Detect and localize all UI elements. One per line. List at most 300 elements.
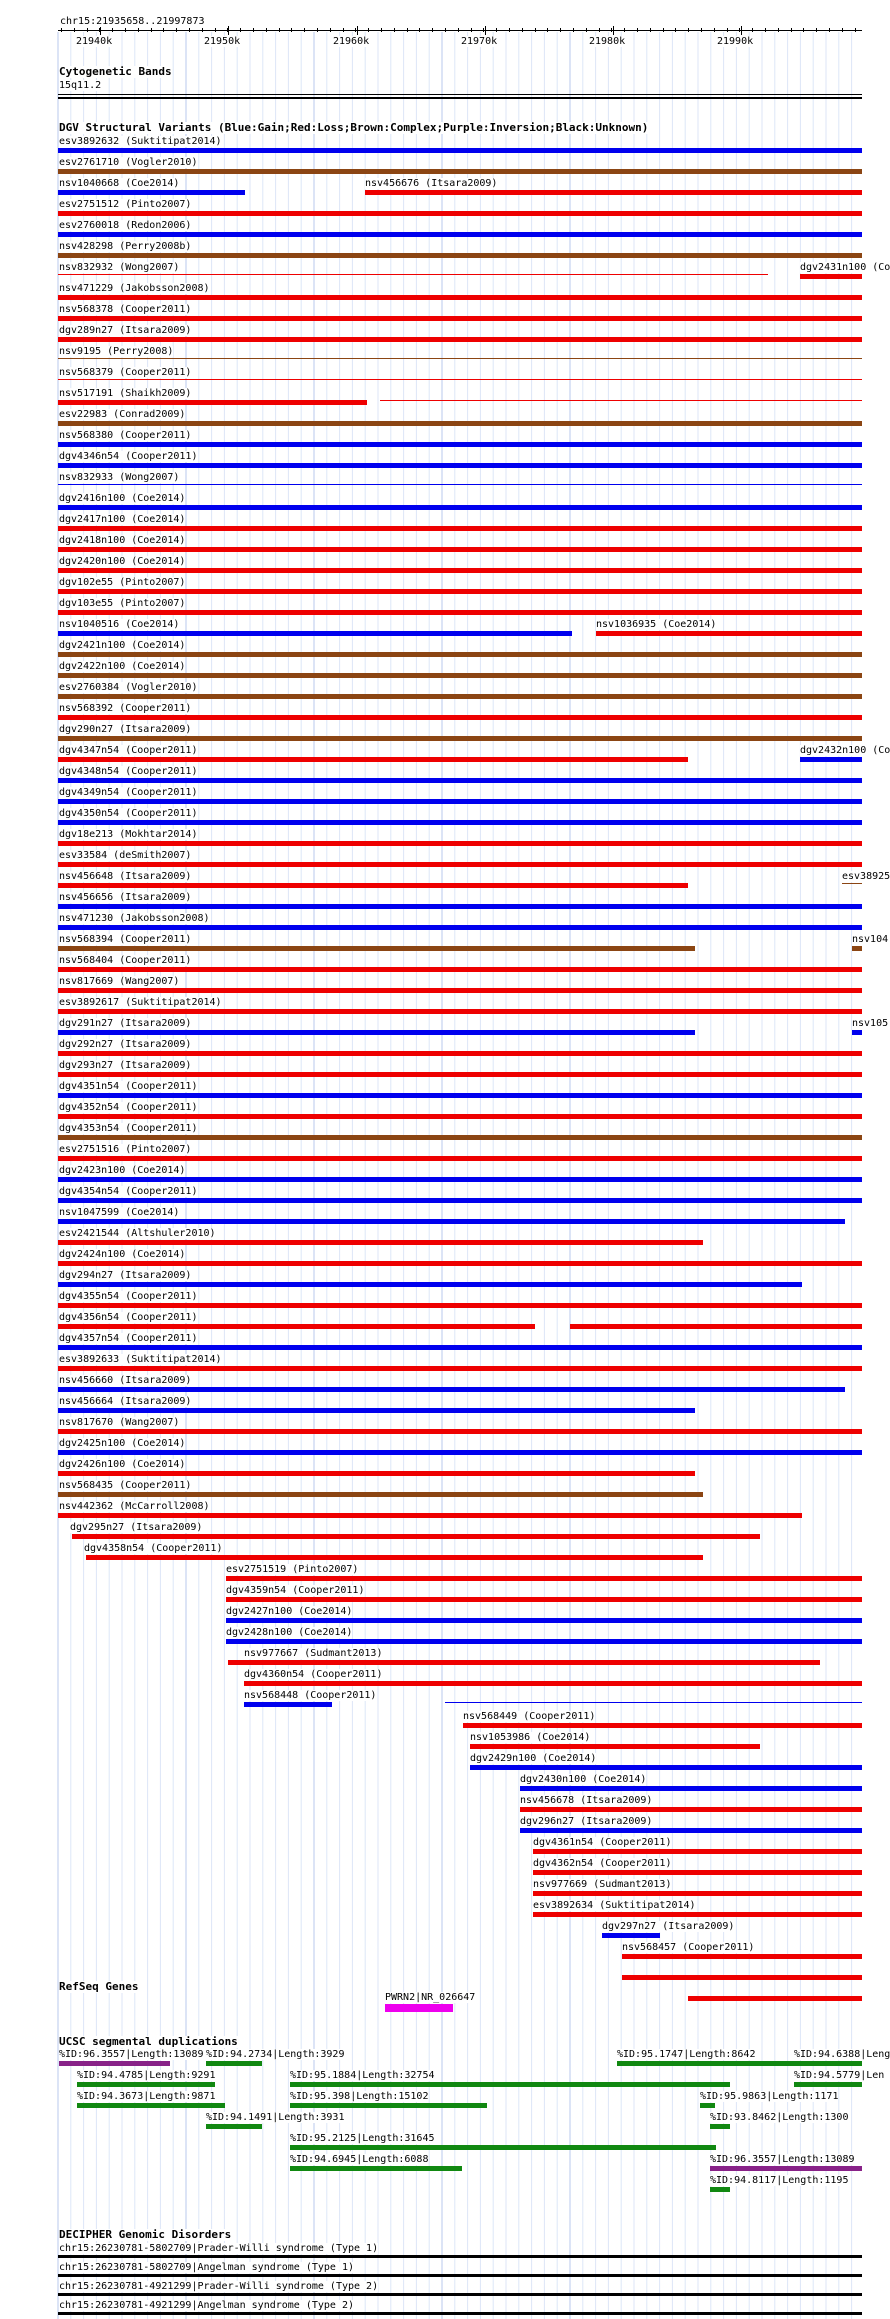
segdup-bar[interactable]: [290, 2082, 730, 2087]
ruler-minor-tick: [739, 28, 740, 32]
dgv-variant-bar[interactable]: [58, 274, 768, 275]
dgv-variant-label[interactable]: dgv4346n54 (Cooper2011): [59, 451, 198, 462]
segdup-bar[interactable]: [59, 2061, 170, 2066]
dgv-variant-bar[interactable]: [58, 904, 862, 909]
segdup-label[interactable]: %ID:94.3673|Length:9871: [77, 2091, 216, 2102]
segdup-bar[interactable]: [700, 2103, 715, 2108]
dgv-variant-label[interactable]: dgv297n27 (Itsara2009): [602, 1921, 735, 1932]
refseq-genes-title: RefSeq Genes: [59, 1980, 139, 1993]
dgv-variant-bar[interactable]: [533, 1849, 862, 1854]
dgv-variant-label[interactable]: esv22983 (Conrad2009): [59, 409, 186, 420]
dgv-variant-bar[interactable]: [58, 1240, 703, 1245]
dgv-variant-label[interactable]: dgv4361n54 (Cooper2011): [533, 1837, 672, 1848]
dgv-variant-bar[interactable]: [58, 421, 862, 426]
dgv-variant-bar[interactable]: [58, 526, 862, 531]
segdup-label[interactable]: %ID:94.6388|Leng: [794, 2049, 890, 2060]
dgv-variant-label[interactable]: nsv456648 (Itsara2009): [59, 871, 192, 882]
dgv-variant-bar[interactable]: [58, 400, 367, 405]
ruler-major-tick: [485, 26, 486, 35]
dgv-variant-label[interactable]: esv3892633 (Suktitipat2014): [59, 1354, 222, 1365]
dgv-variant-label[interactable]: dgv2422n100 (Coe2014): [59, 661, 186, 672]
segdup-label[interactable]: %ID:96.3557|Length:13089: [710, 2154, 855, 2165]
dgv-variant-bar[interactable]: [58, 694, 862, 699]
dgv-variant-bar[interactable]: [58, 1114, 862, 1119]
segdup-label[interactable]: %ID:94.5779|Len: [794, 2070, 885, 2081]
ruler-minor-tick: [496, 28, 497, 32]
dgv-variant-bar-secondary[interactable]: [852, 946, 862, 951]
ruler-minor-tick: [343, 28, 344, 32]
dgv-variant-bar-secondary[interactable]: [842, 883, 862, 884]
dgv-variant-label-secondary[interactable]: esv38925: [842, 871, 890, 882]
dgv-variant-label[interactable]: dgv4360n54 (Cooper2011): [244, 1669, 383, 1680]
segdup-label[interactable]: %ID:94.6945|Length:6088: [290, 2154, 429, 2165]
ruler-tick-label: 21950k: [204, 36, 241, 47]
dgv-variant-label[interactable]: dgv2429n100 (Coe2014): [470, 1753, 597, 1764]
dgv-variant-label[interactable]: dgv2421n100 (Coe2014): [59, 640, 186, 651]
dgv-variant-bar-secondary[interactable]: [445, 1702, 862, 1703]
dgv-variant-bar[interactable]: [58, 1429, 862, 1434]
dgv-variant-bar[interactable]: [226, 1639, 862, 1644]
dgv-variant-bar[interactable]: [470, 1744, 760, 1749]
dgv-variant-label[interactable]: dgv2416n100 (Coe2014): [59, 493, 186, 504]
dgv-variant-label-secondary[interactable]: dgv2431n100 (Co: [800, 262, 890, 273]
dgv-variant-label[interactable]: nsv568448 (Cooper2011): [244, 1690, 377, 1701]
dgv-variant-bar[interactable]: [58, 1408, 695, 1413]
dgv-variant-bar[interactable]: [244, 1681, 862, 1686]
ruler-minor-tick: [765, 28, 766, 32]
dgv-track-title: DGV Structural Variants (Blue:Gain;Red:Loss;Brown:Complex;Purple:Inversion;Black:Unknown): [59, 121, 649, 134]
ruler-minor-tick: [458, 28, 459, 32]
cytogenetic-bands-title: Cytogenetic Bands: [59, 65, 172, 78]
ruler-major-tick: [228, 26, 229, 35]
dgv-variant-label[interactable]: dgv294n27 (Itsara2009): [59, 1270, 192, 1281]
dgv-variant-bar[interactable]: [58, 505, 862, 510]
ruler-tick-label: 21940k: [76, 36, 113, 47]
ruler-minor-tick: [112, 28, 113, 32]
dgv-variant-label[interactable]: dgv18e213 (Mokhtar2014): [59, 829, 198, 840]
dgv-variant-label[interactable]: nsv1047599 (Coe2014): [59, 1207, 180, 1218]
dgv-variant-bar[interactable]: [226, 1618, 862, 1623]
cytoband-line-2: [58, 97, 862, 99]
ruler-tick-label: 21980k: [589, 36, 626, 47]
segdup-bar[interactable]: [290, 2166, 462, 2171]
decipher-disorder-label[interactable]: chr15:26230781-5802709|Angelman syndrome (Type 1): [59, 2262, 355, 2273]
segdup-bar[interactable]: [290, 2103, 487, 2108]
dgv-variant-bar-secondary[interactable]: [852, 1030, 862, 1035]
dgv-variant-label[interactable]: nsv471229 (Jakobsson2008): [59, 283, 210, 294]
ruler-minor-tick: [355, 28, 356, 32]
dgv-variant-label[interactable]: esv3892632 (Suktitipat2014): [59, 136, 222, 147]
ruler-tick-label: 21990k: [717, 36, 754, 47]
segdup-bar[interactable]: [710, 2166, 862, 2171]
dgv-variant-bar[interactable]: [520, 1807, 862, 1812]
dgv-variant-bar[interactable]: [58, 1366, 862, 1371]
ruler-major-tick: [741, 26, 742, 35]
dgv-variant-bar[interactable]: [58, 841, 862, 846]
dgv-variant-bar[interactable]: [58, 1282, 802, 1287]
dgv-variant-bar[interactable]: [58, 295, 862, 300]
decipher-disorder-label[interactable]: chr15:26230781-4921299|Angelman syndrome (Type 2): [59, 2300, 355, 2311]
dgv-variant-label[interactable]: nsv442362 (McCarroll2008): [59, 1501, 210, 1512]
segdup-label[interactable]: %ID:93.8462|Length:1300: [710, 2112, 849, 2123]
dgv-variant-bar[interactable]: [228, 1660, 820, 1665]
dgv-variant-label[interactable]: dgv4347n54 (Cooper2011): [59, 745, 198, 756]
dgv-variant-label[interactable]: nsv832932 (Wong2007): [59, 262, 180, 273]
dgv-variant-label[interactable]: nsv568392 (Cooper2011): [59, 703, 192, 714]
dgv-variant-label[interactable]: esv2421544 (Altshuler2010): [59, 1228, 216, 1239]
dgv-variant-bar[interactable]: [58, 988, 862, 993]
dgv-variant-label[interactable]: nsv977667 (Sudmant2013): [244, 1648, 383, 1659]
ruler-minor-tick: [816, 28, 817, 32]
dgv-variant-label[interactable]: esv2760018 (Redon2006): [59, 220, 192, 231]
decipher-disorder-bar[interactable]: [58, 2293, 862, 2296]
segdup-bar[interactable]: [710, 2124, 730, 2129]
dgv-variant-bar[interactable]: [58, 736, 862, 741]
refseq-gene-label[interactable]: PWRN2|NR_026647: [385, 1992, 476, 2003]
ruler-tick-label: 21960k: [333, 36, 370, 47]
dgv-variant-label[interactable]: dgv2423n100 (Coe2014): [59, 1165, 186, 1176]
ruler-minor-tick: [189, 28, 190, 32]
ruler-minor-tick: [599, 28, 600, 32]
ruler-minor-tick: [381, 28, 382, 32]
dgv-variant-bar[interactable]: [533, 1912, 862, 1917]
ruler-minor-tick: [266, 28, 267, 32]
dgv-variant-bar[interactable]: [58, 316, 862, 321]
dgv-variant-bar[interactable]: [602, 1933, 660, 1938]
segdup-bar[interactable]: [710, 2187, 730, 2192]
dgv-variant-bar-secondary[interactable]: [800, 274, 862, 279]
ruler-minor-tick: [855, 28, 856, 32]
dgv-variant-label[interactable]: dgv102e55 (Pinto2007): [59, 577, 186, 588]
dgv-variant-label[interactable]: nsv456678 (Itsara2009): [520, 1795, 653, 1806]
dgv-variant-bar[interactable]: [533, 1891, 862, 1896]
dgv-variant-bar[interactable]: [58, 484, 862, 485]
cytoband-label[interactable]: 15q11.2: [59, 80, 102, 91]
dgv-variant-label[interactable]: esv2751519 (Pinto2007): [226, 1564, 359, 1575]
dgv-variant-label[interactable]: nsv471230 (Jakobsson2008): [59, 913, 210, 924]
dgv-variant-label-secondary[interactable]: nsv105: [852, 1018, 889, 1029]
ruler-minor-tick: [688, 28, 689, 32]
dgv-variant-bar[interactable]: [58, 1513, 802, 1518]
ruler-major-tick: [357, 26, 358, 35]
dgv-variant-label[interactable]: dgv4354n54 (Cooper2011): [59, 1186, 198, 1197]
dgv-variant-bar[interactable]: [58, 1051, 862, 1056]
segdup-label[interactable]: %ID:94.1491|Length:3931: [206, 2112, 345, 2123]
refseq-gene-bar[interactable]: [385, 2004, 453, 2012]
dgv-variant-bar[interactable]: [58, 1072, 862, 1077]
dgv-variant-bar[interactable]: [58, 1219, 845, 1224]
ruler-minor-tick: [74, 28, 75, 32]
segdup-label[interactable]: %ID:94.2734|Length:3929: [206, 2049, 345, 2060]
dgv-variant-label[interactable]: dgv289n27 (Itsara2009): [59, 325, 192, 336]
dgv-variant-label[interactable]: dgv2428n100 (Coe2014): [226, 1627, 353, 1638]
dgv-variant-bar[interactable]: [58, 1261, 862, 1266]
dgv-variant-label[interactable]: esv2751512 (Pinto2007): [59, 199, 192, 210]
dgv-variant-label[interactable]: nsv1040668 (Coe2014): [59, 178, 180, 189]
dgv-variant-label[interactable]: nsv568380 (Cooper2011): [59, 430, 192, 441]
dgv-variant-label[interactable]: nsv517191 (Shaikh2009): [59, 388, 192, 399]
dgv-variant-bar[interactable]: [58, 547, 862, 552]
dgv-variant-bar[interactable]: [58, 169, 862, 174]
dgv-variant-bar[interactable]: [58, 1093, 862, 1098]
segdup-label[interactable]: %ID:95.2125|Length:31645: [290, 2133, 435, 2144]
dgv-variant-bar[interactable]: [58, 1324, 535, 1329]
segdup-label[interactable]: %ID:94.8117|Length:1195: [710, 2175, 849, 2186]
ruler-minor-tick: [432, 28, 433, 32]
dgv-variant-bar[interactable]: [58, 337, 862, 342]
dgv-variant-bar[interactable]: [58, 1303, 862, 1308]
segdup-bar[interactable]: [77, 2103, 225, 2108]
ruler-minor-tick: [202, 28, 203, 32]
decipher-disorder-label[interactable]: chr15:26230781-5802709|Prader-Willi syndrome (Type 1): [59, 2243, 379, 2254]
dgv-variant-bar[interactable]: [58, 673, 862, 678]
segdup-label[interactable]: %ID:95.9863|Length:1171: [700, 2091, 839, 2102]
ruler-minor-tick: [663, 28, 664, 32]
dgv-variant-label[interactable]: dgv293n27 (Itsara2009): [59, 1060, 192, 1071]
dgv-variant-label[interactable]: dgv4348n54 (Cooper2011): [59, 766, 198, 777]
dgv-variant-bar[interactable]: [58, 946, 695, 951]
dgv-variant-label[interactable]: dgv4356n54 (Cooper2011): [59, 1312, 198, 1323]
dgv-variant-label[interactable]: dgv2430n100 (Coe2014): [520, 1774, 647, 1785]
segdup-label[interactable]: %ID:95.398|Length:15102: [290, 2091, 429, 2102]
dgv-variant-bar[interactable]: [244, 1702, 332, 1707]
decipher-disorder-bar[interactable]: [58, 2255, 862, 2258]
dgv-variant-label[interactable]: nsv568435 (Cooper2011): [59, 1480, 192, 1491]
dgv-variant-bar[interactable]: [58, 148, 862, 153]
ruler-minor-tick: [842, 28, 843, 32]
dgv-variant-bar[interactable]: [58, 862, 862, 867]
dgv-variant-bar-secondary[interactable]: [570, 1324, 862, 1329]
dgv-variant-label[interactable]: nsv817669 (Wang2007): [59, 976, 180, 987]
dgv-variant-bar[interactable]: [72, 1534, 760, 1539]
dgv-variant-bar[interactable]: [58, 715, 862, 720]
dgv-variant-bar[interactable]: [58, 1450, 862, 1455]
dgv-variant-label-secondary[interactable]: nsv456676 (Itsara2009): [365, 178, 498, 189]
dgv-variant-label[interactable]: dgv295n27 (Itsara2009): [70, 1522, 203, 1533]
dgv-variant-bar[interactable]: [226, 1576, 862, 1581]
dgv-variant-bar[interactable]: [58, 1345, 862, 1350]
ruler-minor-tick: [829, 28, 830, 32]
dgv-variant-label[interactable]: nsv568379 (Cooper2011): [59, 367, 192, 378]
dgv-variant-bar[interactable]: [58, 610, 862, 615]
segdup-bar[interactable]: [794, 2082, 862, 2087]
dgv-variant-label[interactable]: dgv4358n54 (Cooper2011): [84, 1543, 223, 1554]
ruler-minor-tick: [483, 28, 484, 32]
dgv-variant-label[interactable]: dgv4350n54 (Cooper2011): [59, 808, 198, 819]
dgv-variant-label[interactable]: esv33584 (deSmith2007): [59, 850, 192, 861]
dgv-variant-label-secondary[interactable]: nsv104: [852, 934, 889, 945]
dgv-variant-bar[interactable]: [86, 1555, 703, 1560]
dgv-variant-label[interactable]: dgv290n27 (Itsara2009): [59, 724, 192, 735]
ruler-minor-tick: [151, 28, 152, 32]
dgv-variant-bar[interactable]: [463, 1723, 862, 1728]
dgv-variant-label[interactable]: nsv568404 (Cooper2011): [59, 955, 192, 966]
ruler-minor-tick: [407, 28, 408, 32]
dgv-variant-bar[interactable]: [470, 1765, 862, 1770]
ruler-minor-tick: [99, 28, 100, 32]
dgv-variant-bar-secondary[interactable]: [596, 631, 862, 636]
ruler-minor-tick: [637, 28, 638, 32]
dgv-variant-bar[interactable]: [58, 1198, 862, 1203]
ruler-minor-tick: [471, 28, 472, 32]
dgv-variant-bar[interactable]: [226, 1597, 862, 1602]
dgv-variant-label-secondary[interactable]: nsv1036935 (Coe2014): [596, 619, 717, 630]
dgv-variant-bar[interactable]: [58, 1387, 845, 1392]
decipher-disorder-bar[interactable]: [58, 2312, 862, 2315]
segdup-label[interactable]: %ID:95.1747|Length:8642: [617, 2049, 756, 2060]
cytoband-line-1: [58, 94, 862, 95]
dgv-variant-label-secondary[interactable]: dgv2432n100 (Co: [800, 745, 890, 756]
dgv-variant-label[interactable]: dgv4351n54 (Cooper2011): [59, 1081, 198, 1092]
dgv-variant-label[interactable]: dgv4352n54 (Cooper2011): [59, 1102, 198, 1113]
dgv-variant-bar[interactable]: [58, 1471, 695, 1476]
ruler-minor-tick: [509, 28, 510, 32]
ruler-minor-tick: [304, 28, 305, 32]
dgv-variant-bar[interactable]: [58, 442, 862, 447]
dgv-variant-bar[interactable]: [58, 211, 862, 216]
dgv-variant-label[interactable]: esv3892617 (Suktitipat2014): [59, 997, 222, 1008]
dgv-variant-bar[interactable]: [58, 463, 862, 468]
ruler-minor-tick: [445, 28, 446, 32]
dgv-variant-label[interactable]: nsv977669 (Sudmant2013): [533, 1879, 672, 1890]
ruler-minor-tick: [368, 28, 369, 32]
decipher-disorder-bar[interactable]: [58, 2274, 862, 2277]
dgv-variant-label[interactable]: nsv568457 (Cooper2011): [622, 1942, 755, 1953]
dgv-variant-bar[interactable]: [58, 883, 688, 888]
segdup-bar[interactable]: [794, 2061, 862, 2066]
ruler-minor-tick: [547, 28, 548, 32]
dgv-variant-label[interactable]: dgv291n27 (Itsara2009): [59, 1018, 192, 1029]
dgv-variant-bar[interactable]: [58, 232, 862, 237]
dgv-variant-label[interactable]: dgv4359n54 (Cooper2011): [226, 1585, 365, 1596]
ruler-minor-tick: [535, 28, 536, 32]
dgv-variant-label[interactable]: nsv817670 (Wang2007): [59, 1417, 180, 1428]
segdup-bar[interactable]: [290, 2145, 716, 2150]
ruler-minor-tick: [573, 28, 574, 32]
segdup-bar[interactable]: [206, 2124, 262, 2129]
dgv-variant-bar[interactable]: [58, 778, 862, 783]
dgv-variant-bar[interactable]: [58, 631, 572, 636]
dgv-variant-bar[interactable]: [58, 925, 862, 930]
dgv-variant-bar[interactable]: [622, 1954, 862, 1959]
dgv-variant-label[interactable]: dgv2426n100 (Coe2014): [59, 1459, 186, 1470]
dgv-variant-label[interactable]: nsv832933 (Wong2007): [59, 472, 180, 483]
dgv-variant-bar-secondary[interactable]: [380, 400, 862, 401]
ruler-minor-tick: [791, 28, 792, 32]
dgv-variant-bar[interactable]: [58, 1177, 862, 1182]
dgv-variant-bar[interactable]: [58, 1009, 862, 1014]
dgv-variant-label[interactable]: esv3892634 (Suktitipat2014): [533, 1900, 696, 1911]
dgv-variant-label[interactable]: nsv568449 (Cooper2011): [463, 1711, 596, 1722]
dgv-variant-bar[interactable]: [58, 1135, 862, 1140]
dgv-variant-bar[interactable]: [58, 1492, 703, 1497]
dgv-variant-bar[interactable]: [58, 820, 862, 825]
dgv-variant-label[interactable]: dgv2424n100 (Coe2014): [59, 1249, 186, 1260]
dgv-variant-label[interactable]: nsv1053986 (Coe2014): [470, 1732, 591, 1743]
ruler-minor-tick: [701, 28, 702, 32]
dgv-variant-bar[interactable]: [58, 190, 245, 195]
dgv-variant-label[interactable]: dgv4362n54 (Cooper2011): [533, 1858, 672, 1869]
dgv-variant-label[interactable]: nsv9195 (Perry2008): [59, 346, 174, 357]
dgv-variant-label[interactable]: dgv2425n100 (Coe2014): [59, 1438, 186, 1449]
dgv-variant-label[interactable]: dgv4355n54 (Cooper2011): [59, 1291, 198, 1302]
dgv-variant-bar-secondary[interactable]: [800, 757, 862, 762]
dgv-variant-bar[interactable]: [533, 1870, 862, 1875]
dgv-variant-label[interactable]: dgv4357n54 (Cooper2011): [59, 1333, 198, 1344]
dgv-variant-bar[interactable]: [520, 1828, 862, 1833]
dgv-variant-label[interactable]: dgv4349n54 (Cooper2011): [59, 787, 198, 798]
dgv-variant-label[interactable]: nsv568394 (Cooper2011): [59, 934, 192, 945]
ruler-minor-tick: [125, 28, 126, 32]
dgv-variant-label[interactable]: esv2751516 (Pinto2007): [59, 1144, 192, 1155]
dgv-variant-bar[interactable]: [58, 967, 862, 972]
ruler-tick-label: 21970k: [461, 36, 498, 47]
dgv-variant-bar[interactable]: [58, 1156, 862, 1161]
ruler-minor-tick: [291, 28, 292, 32]
dgv-variant-label[interactable]: esv2761710 (Vogler2010): [59, 157, 198, 168]
dgv-variant-label[interactable]: nsv456664 (Itsara2009): [59, 1396, 192, 1407]
ruler-minor-tick: [253, 28, 254, 32]
dgv-variant-bar[interactable]: [688, 1996, 862, 2001]
ruler-minor-tick: [611, 28, 612, 32]
dgv-variant-bar[interactable]: [622, 1975, 862, 1980]
dgv-variant-bar[interactable]: [58, 652, 862, 657]
dgv-variant-label[interactable]: nsv428298 (Perry2008b): [59, 241, 192, 252]
dgv-variant-bar[interactable]: [58, 799, 862, 804]
dgv-variant-label[interactable]: dgv2420n100 (Coe2014): [59, 556, 186, 567]
ruler-minor-tick: [560, 28, 561, 32]
segdup-label[interactable]: %ID:95.1884|Length:32754: [290, 2070, 435, 2081]
ruler-minor-tick: [87, 28, 88, 32]
dgv-variant-bar[interactable]: [58, 568, 862, 573]
dgv-variant-label[interactable]: dgv296n27 (Itsara2009): [520, 1816, 653, 1827]
dgv-variant-label[interactable]: dgv292n27 (Itsara2009): [59, 1039, 192, 1050]
ruler-minor-tick: [61, 28, 62, 32]
segdup-bar[interactable]: [77, 2082, 215, 2087]
dgv-variant-label[interactable]: nsv456660 (Itsara2009): [59, 1375, 192, 1386]
dgv-variant-bar[interactable]: [58, 589, 862, 594]
dgv-variant-label[interactable]: nsv1040516 (Coe2014): [59, 619, 180, 630]
dgv-variant-bar[interactable]: [58, 379, 862, 380]
dgv-variant-bar-secondary[interactable]: [365, 190, 862, 195]
dgv-variant-label[interactable]: dgv103e55 (Pinto2007): [59, 598, 186, 609]
segdup-bar[interactable]: [206, 2061, 262, 2066]
ruler-minor-tick: [317, 28, 318, 32]
ruler-minor-tick: [522, 28, 523, 32]
position-readout: chr15:21935658..21997873: [60, 16, 205, 27]
dgv-variant-label[interactable]: nsv568378 (Cooper2011): [59, 304, 192, 315]
dgv-variant-bar[interactable]: [58, 358, 862, 359]
dgv-variant-label[interactable]: dgv4353n54 (Cooper2011): [59, 1123, 198, 1134]
decipher-disorder-label[interactable]: chr15:26230781-4921299|Prader-Willi syndrome (Type 2): [59, 2281, 379, 2292]
dgv-variant-bar[interactable]: [58, 1030, 695, 1035]
dgv-variant-label[interactable]: esv2760384 (Vogler2010): [59, 682, 198, 693]
dgv-variant-bar[interactable]: [58, 253, 862, 258]
segdup-label[interactable]: %ID:96.3557|Length:13089: [59, 2049, 204, 2060]
segdup-label[interactable]: %ID:94.4785|Length:9291: [77, 2070, 216, 2081]
dgv-variant-label[interactable]: dgv2427n100 (Coe2014): [226, 1606, 353, 1617]
dgv-variant-bar[interactable]: [520, 1786, 862, 1791]
ruler-minor-tick: [394, 28, 395, 32]
dgv-variant-label[interactable]: nsv456656 (Itsara2009): [59, 892, 192, 903]
dgv-variant-label[interactable]: dgv2417n100 (Coe2014): [59, 514, 186, 525]
ruler-major-tick: [613, 26, 614, 35]
dgv-variant-label[interactable]: dgv2418n100 (Coe2014): [59, 535, 186, 546]
ruler-minor-tick: [227, 28, 228, 32]
ruler-minor-tick: [240, 28, 241, 32]
dgv-variant-bar[interactable]: [58, 757, 688, 762]
ruler-minor-tick: [624, 28, 625, 32]
